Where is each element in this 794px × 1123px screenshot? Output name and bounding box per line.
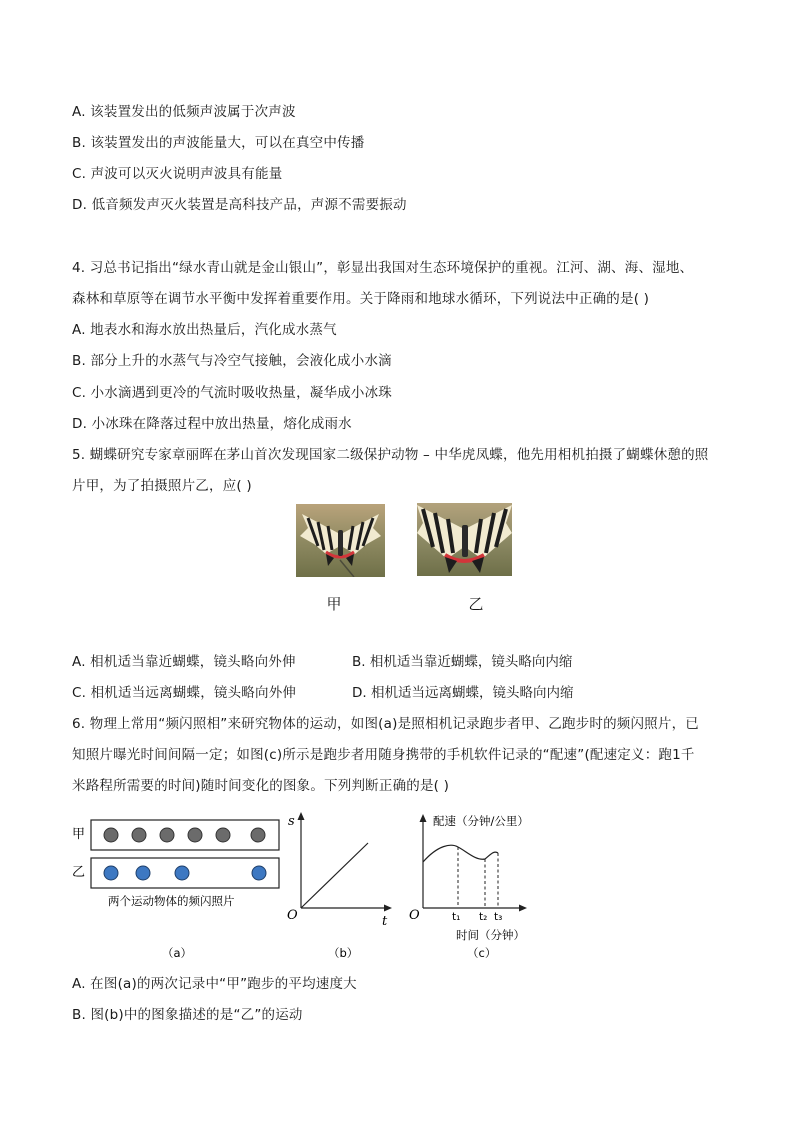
photo-label-jia: 甲 <box>326 595 342 613</box>
figure-b-label: （b） <box>328 946 359 960</box>
q6-stem-line2: 知照片曝光时间间隔一定；如图(c)所示是跑步者用随身携带的手机软件记录的“配速”(配速定义：跑1千 <box>72 747 695 763</box>
q3-option-d: D. 低音频发声灭火装置是高科技产品，声源不需要振动 <box>72 197 407 213</box>
figure-c-y-axis: 配速（分钟/公里） <box>433 814 529 828</box>
figure-c-tick-t3: t₃ <box>494 911 503 923</box>
dots-yi <box>104 866 266 880</box>
q6-option-a: A. 在图(a)的两次记录中“甲”跑步的平均速度大 <box>72 976 357 992</box>
q4-option-a: A. 地表水和海水放出热量后，汽化成水蒸气 <box>72 322 337 338</box>
q4-stem-line2: 森林和草原等在调节水平衡中发挥着重要作用。关于降雨和地球水循环，下列说法中正确的是( ) <box>72 291 650 307</box>
figure-b-x-axis: t <box>382 914 388 929</box>
q4-option-b: B. 部分上升的水蒸气与冷空气接触，会液化成小水滴 <box>72 353 392 369</box>
dots-jia <box>104 828 265 842</box>
q3-option-b: B. 该装置发出的声波能量大，可以在真空中传播 <box>72 135 365 151</box>
figure-c-label: （c） <box>467 946 497 960</box>
q6-stem-line1: 6. 物理上常用“频闪照相”来研究物体的运动，如图(a)是照相机记录跑步者甲、乙跑步时的频闪照片，已 <box>72 716 699 732</box>
figure-c-tick-t1: t₁ <box>452 911 461 923</box>
figure-c-origin: O <box>409 908 420 923</box>
q5-option-c: C. 相机适当远离蝴蝶，镜头略向外伸 <box>72 685 297 701</box>
q3-option-c: C. 声波可以灭火说明声波具有能量 <box>72 166 283 182</box>
figure-c <box>409 814 529 960</box>
photo-label-yi: 乙 <box>468 595 484 613</box>
figure-a-label: （a） <box>162 946 193 960</box>
figure-a-caption: 两个运动物体的频闪照片 <box>108 894 235 908</box>
q5-option-a: A. 相机适当靠近蝴蝶，镜头略向外伸 <box>72 654 296 670</box>
figure-b <box>287 812 392 960</box>
q4-option-d: D. 小冰珠在降落过程中放出热量，熔化成雨水 <box>72 416 352 432</box>
butterfly-photo-yi <box>417 503 512 576</box>
q6-figures <box>66 805 546 965</box>
figure-a <box>72 820 279 960</box>
q5-stem-line1: 5. 蝴蝶研究专家章丽晖在茅山首次发现国家二级保护动物 – 中华虎凤蝶，他先用相机拍摄了蝴蝶休憩的照 <box>72 447 709 463</box>
q4-stem-line1: 4. 习总书记指出“绿水青山就是金山银山”，彰显出我国对生态环境保护的重视。江河、湖、海、湿地、 <box>72 260 694 276</box>
q5-option-d: D. 相机适当远离蝴蝶，镜头略向内缩 <box>352 685 574 701</box>
q6-option-b: B. 图(b)中的图象描述的是“乙”的运动 <box>72 1007 303 1023</box>
q5-option-b: B. 相机适当靠近蝴蝶，镜头略向内缩 <box>352 654 573 670</box>
butterfly-photo-jia <box>296 504 385 577</box>
figure-c-x-axis: 时间（分钟） <box>456 928 525 942</box>
q4-option-c: C. 小水滴遇到更冷的气流时吸收热量，凝华成小冰珠 <box>72 385 393 401</box>
figure-b-y-axis: s <box>288 814 295 829</box>
row-label-yi: 乙 <box>72 865 86 880</box>
figure-b-origin: O <box>287 908 298 923</box>
figure-c-tick-t2: t₂ <box>479 911 488 923</box>
q3-option-a: A. 该装置发出的低频声波属于次声波 <box>72 104 296 120</box>
q6-stem-line3: 米路程所需要的时间)随时间变化的图象。下列判断正确的是( ) <box>72 778 450 794</box>
row-label-jia: 甲 <box>72 827 86 842</box>
q5-stem-line2: 片甲，为了拍摄照片乙，应( ) <box>72 478 252 494</box>
